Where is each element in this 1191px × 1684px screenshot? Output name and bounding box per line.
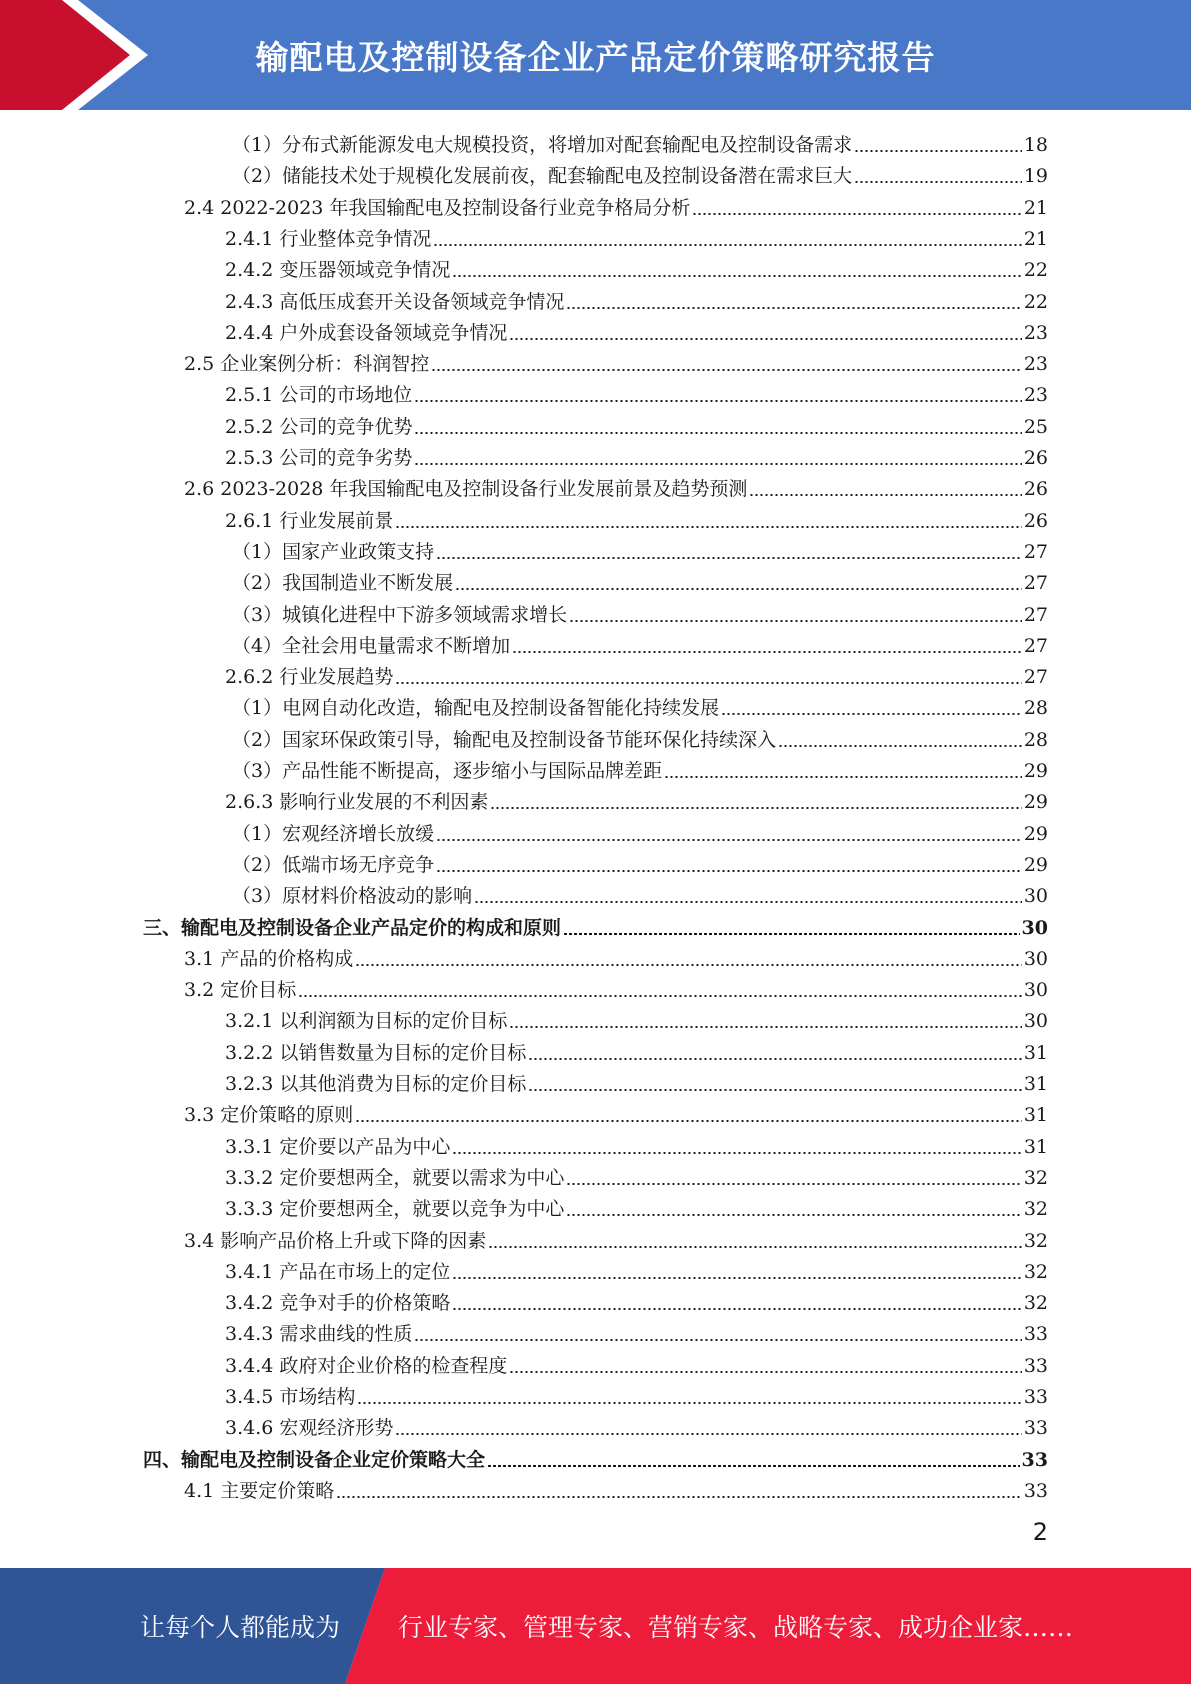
toc-entry[interactable] bbox=[232, 721, 1048, 752]
toc-entry[interactable] bbox=[225, 502, 1048, 533]
toc-entry[interactable] bbox=[225, 783, 1048, 814]
toc-entry[interactable] bbox=[232, 689, 1048, 720]
toc-entry-page: 26 bbox=[1023, 509, 1048, 532]
toc-entry-page: 26 bbox=[1023, 447, 1048, 469]
toc-entry-page: 32 bbox=[1023, 1229, 1048, 1252]
toc-dot-leader bbox=[298, 995, 1022, 997]
toc-dot-leader bbox=[528, 1089, 1021, 1091]
toc-dot-leader bbox=[490, 807, 1021, 809]
toc-entry-title: 3.3 定价策略的原则 bbox=[184, 1104, 354, 1127]
toc-entry-title: （1）电网自动化改造，输配电及控制设备智能化持续发展 bbox=[232, 697, 720, 720]
toc-entry-page: 32 bbox=[1023, 1166, 1048, 1189]
toc-entry-title: 2.6.3 影响行业发展的不利因素 bbox=[225, 791, 489, 814]
toc-dot-leader bbox=[452, 1308, 1021, 1310]
toc-dot-leader bbox=[355, 1120, 1022, 1122]
toc-dot-leader bbox=[488, 1246, 1022, 1248]
toc-entry[interactable] bbox=[184, 189, 1048, 220]
toc-entry-page: 31 bbox=[1023, 1041, 1048, 1064]
toc-entry-title: （1）分布式新能源发电大规模投资，将增加对配套输配电及控制设备需求 bbox=[232, 134, 853, 156]
toc-entry[interactable] bbox=[184, 1222, 1048, 1253]
toc-entry[interactable] bbox=[225, 1315, 1048, 1346]
toc-entry-page: 30 bbox=[1023, 1010, 1048, 1033]
toc-entry-page: 23 bbox=[1023, 384, 1048, 407]
toc-entry-title: 3.2.2 以销售数量为目标的定价目标 bbox=[225, 1041, 527, 1064]
toc-entry-title: 3.4.5 市场结构 bbox=[225, 1386, 356, 1408]
toc-dot-leader bbox=[414, 432, 1021, 434]
toc-entry-page: 32 bbox=[1023, 1260, 1048, 1283]
toc-dot-leader bbox=[664, 776, 1022, 778]
toc-dot-leader bbox=[455, 588, 1022, 590]
toc-entry-page: 33 bbox=[1023, 1386, 1048, 1408]
toc-entry[interactable] bbox=[184, 940, 1048, 971]
toc-dot-leader bbox=[854, 181, 1022, 183]
toc-entry[interactable] bbox=[143, 909, 1048, 940]
toc-entry-title: 2.4.1 行业整体竞争情况 bbox=[225, 227, 432, 250]
toc-entry[interactable] bbox=[184, 971, 1048, 1002]
toc-dot-leader bbox=[431, 369, 1022, 371]
toc-entry-title: 3.4.3 需求曲线的性质 bbox=[225, 1323, 413, 1346]
toc-entry-title: 2.5.2 公司的竞争优势 bbox=[225, 415, 413, 438]
toc-entry-title: 2.5 企业案例分析：科润智控 bbox=[184, 353, 430, 376]
toc-entry-title: 2.6.2 行业发展趋势 bbox=[225, 666, 394, 689]
toc-entry[interactable] bbox=[225, 220, 1048, 251]
toc-entry-page: 32 bbox=[1023, 1292, 1048, 1315]
toc-dot-leader bbox=[395, 1433, 1021, 1435]
toc-entry-title: 2.4.2 变压器领域竞争情况 bbox=[225, 259, 451, 282]
toc-dot-leader bbox=[509, 1371, 1021, 1373]
toc-entry-page: 23 bbox=[1023, 353, 1048, 376]
toc-entry-page: 21 bbox=[1023, 227, 1048, 250]
toc-dot-leader bbox=[854, 150, 1022, 152]
toc-entry-title: （1）宏观经济增长放缓 bbox=[232, 822, 435, 845]
toc-dot-leader bbox=[336, 1496, 1022, 1498]
toc-entry-page: 22 bbox=[1023, 259, 1048, 282]
toc-dot-leader bbox=[395, 526, 1021, 528]
page-header bbox=[0, 0, 1191, 110]
toc-entry-title: 3.2.1 以利润额为目标的定价目标 bbox=[225, 1010, 508, 1033]
toc-entry-title: （2）我国制造业不断发展 bbox=[232, 572, 454, 595]
toc-dot-leader bbox=[509, 338, 1021, 340]
toc-entry-title: 2.4 2022-2023 年我国输配电及控制设备行业竞争格局分析 bbox=[184, 196, 691, 219]
toc-entry-page: 33 bbox=[1023, 1417, 1048, 1440]
toc-entry[interactable] bbox=[232, 846, 1048, 877]
toc-entry[interactable] bbox=[225, 1347, 1048, 1378]
toc-entry[interactable] bbox=[184, 1472, 1048, 1503]
toc-entry-title: （1）国家产业政策支持 bbox=[232, 540, 435, 563]
toc-entry-title: （3）原材料价格波动的影响 bbox=[232, 885, 473, 908]
toc-entry[interactable] bbox=[143, 1441, 1048, 1472]
toc-entry-title: 3.2 定价目标 bbox=[184, 979, 297, 1002]
toc-entry-title: 3.4.4 政府对企业价格的检查程度 bbox=[225, 1354, 508, 1377]
toc-dot-leader bbox=[487, 1465, 1020, 1467]
toc-dot-leader bbox=[436, 557, 1022, 559]
toc-dot-leader bbox=[357, 1402, 1021, 1404]
toc-entry[interactable] bbox=[225, 283, 1048, 314]
toc-dot-leader bbox=[509, 1026, 1021, 1028]
toc-entry[interactable] bbox=[184, 345, 1048, 376]
toc-dot-leader bbox=[721, 713, 1022, 715]
toc-dot-leader bbox=[452, 275, 1021, 277]
footer-slogan-left: 让每个人都能成为 bbox=[140, 1613, 341, 1642]
toc-entry-page: 23 bbox=[1023, 321, 1048, 344]
toc-entry-page: 27 bbox=[1023, 634, 1048, 657]
toc-entry-title: 3.4.2 竞争对手的价格策略 bbox=[225, 1292, 451, 1315]
toc-entry-page: 29 bbox=[1023, 791, 1048, 814]
page-number: 2 bbox=[1032, 1518, 1048, 1546]
toc-dot-leader bbox=[452, 1277, 1021, 1279]
toc-entry-title: （2）国家环保政策引导，输配电及控制设备节能环保化持续深入 bbox=[232, 728, 777, 751]
header-arrow-decoration bbox=[0, 0, 160, 110]
toc-entry[interactable] bbox=[232, 627, 1048, 658]
toc-entry-page: 31 bbox=[1023, 1104, 1048, 1127]
toc-entry-title: 3.3.1 定价要以产品为中心 bbox=[225, 1135, 451, 1158]
toc-entry-page: 28 bbox=[1023, 697, 1048, 720]
toc-entry-page: 28 bbox=[1023, 728, 1048, 751]
toc-entry[interactable] bbox=[232, 877, 1048, 908]
toc-dot-leader bbox=[566, 1183, 1021, 1185]
toc-entry-title: 四、输配电及控制设备企业定价策略大全 bbox=[143, 1448, 486, 1471]
toc-entry-title: （4）全社会用电量需求不断增加 bbox=[232, 634, 511, 657]
toc-dot-leader bbox=[566, 307, 1021, 309]
toc-entry[interactable] bbox=[232, 752, 1048, 783]
toc-entry[interactable] bbox=[225, 1034, 1048, 1065]
toc-entry-page: 29 bbox=[1023, 822, 1048, 845]
toc-entry[interactable] bbox=[225, 1409, 1048, 1440]
toc-entry-page: 32 bbox=[1023, 1198, 1048, 1221]
toc-entry-title: 3.4.1 产品在市场上的定位 bbox=[225, 1260, 451, 1283]
toc-dot-leader bbox=[563, 933, 1020, 935]
toc-entry-page: 29 bbox=[1023, 853, 1048, 876]
toc-entry-page: 27 bbox=[1023, 603, 1048, 626]
toc-entry[interactable] bbox=[225, 1378, 1048, 1409]
toc-entry-title: 3.1 产品的价格构成 bbox=[184, 947, 354, 970]
toc-entry[interactable] bbox=[225, 1002, 1048, 1033]
toc-entry[interactable] bbox=[225, 1159, 1048, 1190]
toc-entry-title: （3）产品性能不断提高，逐步缩小与国际品牌差距 bbox=[232, 760, 663, 782]
report-title: 输配电及控制设备企业产品定价策略研究报告 bbox=[255, 37, 936, 77]
toc-entry[interactable] bbox=[184, 1096, 1048, 1127]
toc-entry-title: （2）低端市场无序竞争 bbox=[232, 853, 435, 876]
toc-entry[interactable] bbox=[225, 1190, 1048, 1221]
toc-dot-leader bbox=[436, 839, 1022, 841]
toc-dot-leader bbox=[528, 1058, 1021, 1060]
toc-entry[interactable] bbox=[225, 251, 1048, 282]
toc-dot-leader bbox=[414, 1339, 1021, 1341]
toc-entry-page: 30 bbox=[1021, 916, 1048, 939]
toc-entry-title: （2）储能技术处于规模化发展前夜，配套输配电及控制设备潜在需求巨大 bbox=[232, 165, 853, 188]
toc-entry[interactable] bbox=[225, 314, 1048, 345]
toc-entry-page: 27 bbox=[1023, 540, 1048, 563]
toc-entry-page: 31 bbox=[1023, 1135, 1048, 1158]
toc-entry-title: 3.4 影响产品价格上升或下降的因素 bbox=[184, 1229, 487, 1252]
toc-entry-page: 33 bbox=[1023, 1354, 1048, 1377]
page-footer bbox=[0, 1568, 1191, 1684]
toc-entry-page: 21 bbox=[1023, 196, 1048, 219]
toc-entry[interactable] bbox=[225, 1253, 1048, 1284]
toc-dot-leader bbox=[692, 213, 1021, 215]
footer-slogan-right: 行业专家、管理专家、营销专家、战略专家、成功企业家…… bbox=[398, 1613, 1074, 1642]
toc-entry-page: 25 bbox=[1023, 415, 1048, 438]
toc-entry-title: 2.4.3 高低压成套开关设备领域竞争情况 bbox=[225, 290, 565, 313]
toc-entry-page: 33 bbox=[1021, 1448, 1048, 1471]
toc-entry-title: 3.2.3 以其他消费为目标的定价目标 bbox=[225, 1073, 527, 1095]
toc-entry[interactable] bbox=[225, 1065, 1048, 1096]
toc-dot-leader bbox=[474, 901, 1022, 903]
toc-entry[interactable] bbox=[225, 439, 1048, 470]
toc-dot-leader bbox=[749, 494, 1021, 496]
toc-entry-title: 4.1 主要定价策略 bbox=[184, 1479, 335, 1502]
toc-dot-leader bbox=[414, 463, 1021, 465]
toc-entry-page: 18 bbox=[1023, 134, 1048, 156]
toc-entry[interactable] bbox=[232, 157, 1048, 188]
toc-entry-title: 2.5.1 公司的市场地位 bbox=[225, 384, 413, 407]
toc-entry-title: 2.4.4 户外成套设备领域竞争情况 bbox=[225, 321, 508, 344]
toc-entry-page: 33 bbox=[1023, 1323, 1048, 1346]
toc-entry[interactable] bbox=[232, 533, 1048, 564]
toc-entry-title: 3.4.6 宏观经济形势 bbox=[225, 1417, 394, 1440]
toc-dot-leader bbox=[452, 1152, 1021, 1154]
toc-dot-leader bbox=[433, 244, 1021, 246]
toc-entry[interactable] bbox=[232, 596, 1048, 627]
toc-entry[interactable] bbox=[232, 815, 1048, 846]
toc-entry-page: 19 bbox=[1023, 165, 1048, 188]
toc-entry-title: 3.3.3 定价要想两全，就要以竞争为中心 bbox=[225, 1198, 565, 1221]
toc-entry[interactable] bbox=[184, 470, 1048, 501]
toc-dot-leader bbox=[512, 651, 1022, 653]
toc-entry[interactable] bbox=[232, 126, 1048, 157]
toc-entry-page: 22 bbox=[1023, 290, 1048, 313]
toc-entry-page: 33 bbox=[1023, 1479, 1048, 1502]
toc-entry-title: 2.6 2023-2028 年我国输配电及控制设备行业发展前景及趋势预测 bbox=[184, 478, 748, 501]
toc-dot-leader bbox=[355, 964, 1022, 966]
toc-entry-page: 27 bbox=[1023, 572, 1048, 595]
toc-dot-leader bbox=[778, 745, 1022, 747]
toc-entry-page: 27 bbox=[1023, 666, 1048, 689]
toc-entry[interactable] bbox=[232, 564, 1048, 595]
header-red-arrow bbox=[0, 0, 130, 110]
toc-dot-leader bbox=[395, 682, 1021, 684]
toc-entry-page: 30 bbox=[1023, 885, 1048, 908]
toc-entry[interactable] bbox=[225, 408, 1048, 439]
toc-entry-title: 2.5.3 公司的竞争劣势 bbox=[225, 447, 413, 469]
toc-dot-leader bbox=[569, 620, 1022, 622]
toc-entry[interactable] bbox=[225, 1128, 1048, 1159]
toc-entry-title: 2.6.1 行业发展前景 bbox=[225, 509, 394, 532]
toc-entry-page: 30 bbox=[1023, 979, 1048, 1002]
toc-entry-page: 26 bbox=[1023, 478, 1048, 501]
toc-entry-title: 3.3.2 定价要想两全，就要以需求为中心 bbox=[225, 1166, 565, 1189]
toc-entry[interactable] bbox=[225, 376, 1048, 407]
toc-entry-page: 30 bbox=[1023, 947, 1048, 970]
toc-dot-leader bbox=[566, 1214, 1021, 1216]
toc-entry-page: 31 bbox=[1023, 1073, 1048, 1095]
toc-entry-title: 三、输配电及控制设备企业产品定价的构成和原则 bbox=[143, 916, 562, 939]
toc-entry[interactable] bbox=[225, 1284, 1048, 1315]
toc-entry-page: 29 bbox=[1023, 760, 1048, 782]
toc-dot-leader bbox=[414, 400, 1021, 402]
toc-entry-title: （3）城镇化进程中下游多领域需求增长 bbox=[232, 603, 568, 626]
toc-entry[interactable] bbox=[225, 658, 1048, 689]
toc-dot-leader bbox=[436, 870, 1022, 872]
